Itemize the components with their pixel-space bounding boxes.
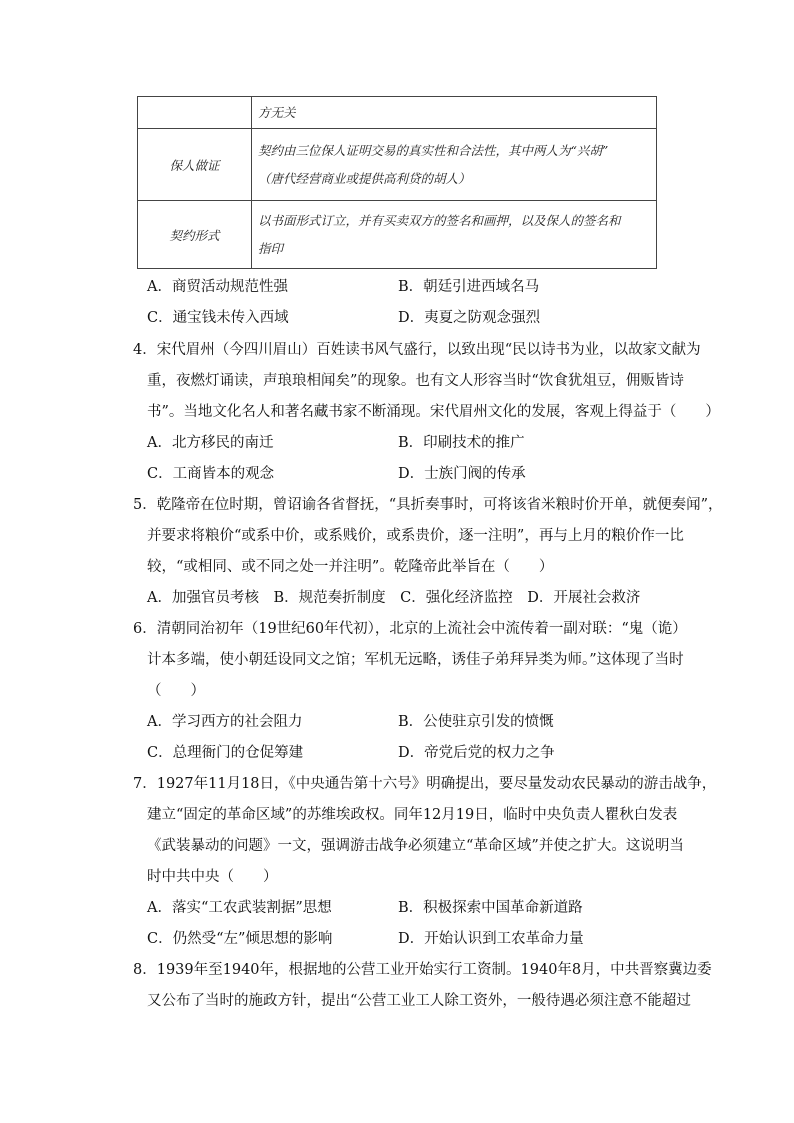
q8-stem-line: 又公布了当时的施政方针，提出“公营工业工人除工资外，一般待遇必须注意不能超过 <box>147 993 691 1009</box>
table-row <box>138 201 657 269</box>
q6-stem-line: 计本多端，使小朝廷设同文之馆；军机无远略，诱佳子弟拜异类为师。”这体现了当时 <box>147 652 684 668</box>
q7-stem-line: 《武装暴动的问题》一文，强调游击战争必须建立“革命区域”并使之扩大。这说明当 <box>147 838 684 854</box>
table-label-cell: 契约形式 <box>138 201 252 269</box>
q4-option-d[interactable]: D．士族门阀的传承 <box>398 466 526 482</box>
q4-option-b[interactable]: B．印刷技术的推广 <box>398 435 525 451</box>
q7-stem-line: 7．1927年11月18日，《中央通告第十六号》明确提出，要尽量发动农民暴动的游击战争， <box>133 776 717 792</box>
q3-option-d[interactable]: D．夷夏之防观念强烈 <box>398 310 541 326</box>
table-text: （唐代经营商业或提供高利贷的胡人） <box>258 170 471 186</box>
table-label-cell: 保人做证 <box>138 129 252 201</box>
q5-stem-line: 较，“或相同、或不同之处一并注明”。乾隆帝此举旨在（ ） <box>147 559 554 575</box>
q3-option-c[interactable]: C．通宝钱未传入西域 <box>147 310 289 326</box>
table-value-cell <box>252 129 657 201</box>
q6-stem-line: 6．清朝同治初年（19世纪60年代初），北京的上流社会中流传着一副对联：“鬼（诡） <box>133 621 687 637</box>
q5-stem-line: 并要求将粮价“或系中价，或系贱价，或系贵价，逐一注明”，再与上月的粮价作一比 <box>147 528 684 544</box>
q4-option-c[interactable]: C．工商皆本的观念 <box>147 466 275 482</box>
q7-stem-line: 建立“固定的革命区域”的苏维埃政权。同年12月19日，临时中央负责人瞿秋白发表 <box>147 807 678 823</box>
q7-option-a[interactable]: A．落实“工农武装割据”思想 <box>147 900 332 916</box>
q5-options[interactable]: A．加强官员考核 B．规范奏折制度 C．强化经济监控 D．开展社会救济 <box>147 590 641 606</box>
q7-stem-line: 时中共中央（ ） <box>147 869 278 885</box>
q8-stem-line: 8．1939年至1940年，根据地的公营工业开始实行工资制。1940年8月，中共晋察冀边委 <box>133 962 712 978</box>
contract-table <box>137 96 657 269</box>
q5-stem-line: 5．乾隆帝在位时期，曾诏谕各省督抚，“具折奏事时，可将该省米粮时价开单，就便奏闻”， <box>133 497 723 513</box>
table-value-cell <box>252 97 657 129</box>
q3-option-b[interactable]: B．朝廷引进西域名马 <box>398 279 540 295</box>
table-row <box>138 97 657 129</box>
table-text: 方无关 <box>258 104 296 120</box>
q6-stem-line: （ ） <box>147 683 205 699</box>
q7-option-b[interactable]: B．积极探索中国革命新道路 <box>398 900 583 916</box>
table-text: 指印 <box>258 240 284 256</box>
table-text: 契约由三位保人证明交易的真实性和合法性，其中两人为“兴胡” <box>258 142 609 158</box>
q6-option-b[interactable]: B．公使驻京引发的愤慨 <box>398 714 554 730</box>
q7-option-d[interactable]: D．开始认识到工农革命力量 <box>398 931 584 947</box>
q4-stem-line: 重，夜燃灯诵读，声琅琅相闻矣”的现象。也有文人形容当时“饮食犹俎豆，佣贩皆诗 <box>147 373 684 389</box>
table-value-cell <box>252 201 657 269</box>
q6-option-c[interactable]: C．总理衙门的仓促筹建 <box>147 745 304 761</box>
q6-option-d[interactable]: D．帝党后党的权力之争 <box>398 745 555 761</box>
table-row <box>138 129 657 201</box>
q4-stem-line: 书”。当地文化名人和著名藏书家不断涌现。宋代眉州文化的发展，客观上得益于（ ） <box>147 404 720 420</box>
q3-option-a[interactable]: A．商贸活动规范性强 <box>147 279 288 295</box>
table-text: 以书面形式订立，并有买卖双方的签名和画押，以及保人的签名和 <box>258 212 621 228</box>
table-label-cell <box>138 97 252 129</box>
q4-stem-line: 4．宋代眉州（今四川眉山）百姓读书风气盛行，以致出现“民以诗书为业，以故家文献为 <box>133 342 701 358</box>
q6-option-a[interactable]: A．学习西方的社会阻力 <box>147 714 303 730</box>
q4-option-a[interactable]: A．北方移民的南迁 <box>147 435 274 451</box>
q7-option-c[interactable]: C．仍然受“左”倾思想的影响 <box>147 931 333 947</box>
